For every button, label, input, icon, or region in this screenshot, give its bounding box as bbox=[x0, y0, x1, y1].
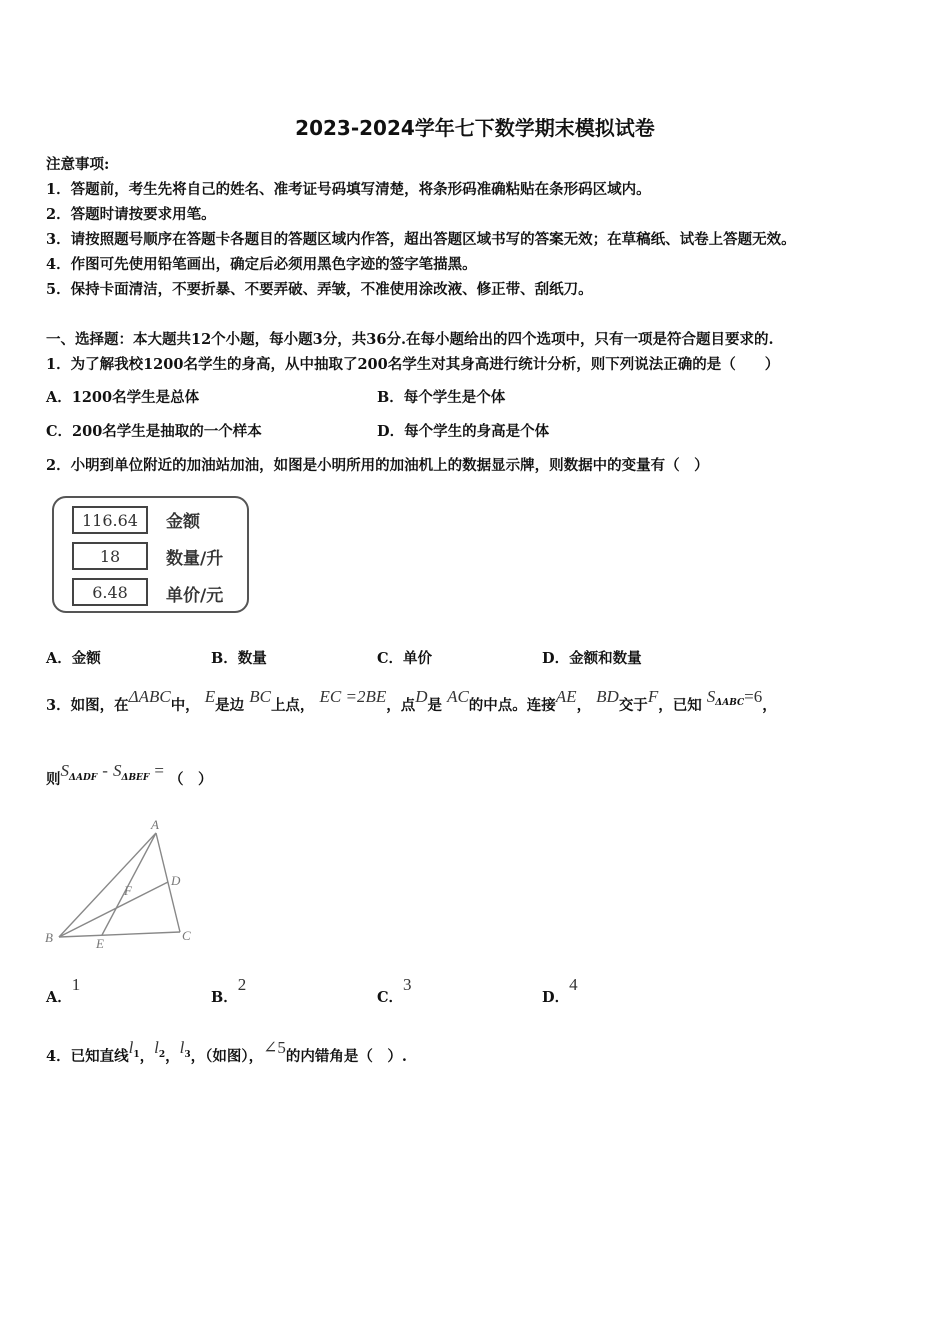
question-4-stem bbox=[46, 1038, 407, 1066]
q3-math-s: S bbox=[60, 761, 69, 780]
q3-math-eq: = bbox=[154, 761, 164, 780]
q3-math-f: F bbox=[647, 687, 659, 706]
vertex-label-a: A bbox=[151, 817, 159, 832]
segment-bd bbox=[59, 882, 168, 937]
q3-text: ，点 bbox=[386, 697, 416, 714]
display-quantity-label: 数量/升 bbox=[166, 549, 224, 569]
q2-option-a[interactable]: A．金额 bbox=[46, 650, 101, 667]
segment-bc bbox=[59, 932, 180, 937]
vertex-label-b: B bbox=[45, 930, 53, 945]
q3-option-value: 1 bbox=[71, 975, 81, 994]
q3-option-letter: A． bbox=[46, 989, 72, 1006]
page-title: 2023-2024学年七下数学期末模拟试卷 bbox=[295, 116, 655, 140]
q2-option-b[interactable]: B．数量 bbox=[211, 650, 267, 667]
q3-text: （ ） bbox=[169, 771, 213, 788]
q3-math-sub: ΔABC bbox=[715, 698, 745, 708]
q1-option-b[interactable]: B．每个学生是个体 bbox=[377, 389, 506, 406]
display-amount-label: 金额 bbox=[166, 512, 200, 532]
q3-text: 中， bbox=[170, 697, 200, 714]
q3-text: ，已知 bbox=[658, 697, 702, 714]
q4-math-l: l bbox=[128, 1038, 134, 1057]
notice-item: 4．作图可先使用铅笔画出，确定后必须用黑色字迹的签字笔描黑。 bbox=[46, 256, 477, 273]
q3-text: 则 bbox=[46, 771, 61, 788]
q3-text: 是 bbox=[427, 697, 442, 714]
question-2-stem: 2．小明到单位附近的加油站加油，如图是小明所用的加油机上的数据显示牌，则数据中的变量有（ ） bbox=[46, 457, 709, 474]
q4-math-angle: ∠5 bbox=[263, 1038, 286, 1057]
question-3-stem bbox=[46, 687, 777, 715]
q3-option-a[interactable] bbox=[46, 975, 81, 1007]
q4-text: 的内错角是（ ）. bbox=[285, 1048, 407, 1065]
q3-math-d: D bbox=[415, 687, 428, 706]
q3-text: 上点， bbox=[270, 697, 315, 714]
q3-math-sub: ΔADF bbox=[69, 773, 98, 783]
q2-option-c[interactable]: C．单价 bbox=[377, 650, 433, 667]
q3-text: 是边 bbox=[215, 697, 245, 714]
q3-option-value: 3 bbox=[403, 975, 412, 994]
notice-item: 1．答题前，考生先将自己的姓名、准考证号码填写清楚，将条形码准确粘贴在条形码区域内。 bbox=[46, 181, 651, 198]
q3-option-letter: B． bbox=[211, 989, 238, 1006]
q3-text: 的中点。连接 bbox=[468, 697, 556, 714]
q3-option-value: 4 bbox=[569, 975, 578, 994]
question-1-stem: 1．为了解我校1200名学生的身高，从中抽取了200名学生对其身高进行统计分析，则下列说法正确的是（ ） bbox=[46, 356, 780, 373]
question-3-ask bbox=[46, 761, 213, 789]
q3-math-e: E bbox=[204, 687, 216, 706]
fuel-pump-display bbox=[52, 496, 249, 613]
q1-option-c[interactable]: C．200名学生是抽取的一个样本 bbox=[46, 423, 262, 440]
q3-math-triangle: ΔABC bbox=[128, 687, 171, 706]
q1-option-d[interactable]: D．每个学生的身高是个体 bbox=[377, 423, 550, 440]
q2-option-d[interactable]: D．金额和数量 bbox=[542, 650, 642, 667]
q4-math-l: l bbox=[154, 1038, 159, 1057]
notice-item: 3．请按照题号顺序在答题卡各题目的答题区域内作答，超出答题区域书写的答案无效；在草稿纸、试卷上答题无效。 bbox=[46, 231, 796, 248]
q3-math-minus: - bbox=[102, 761, 108, 780]
q3-option-letter: C． bbox=[377, 989, 404, 1006]
q3-math-ac: AC bbox=[447, 687, 469, 706]
q3-option-letter: D． bbox=[542, 989, 570, 1006]
q3-math-bc: BC bbox=[249, 687, 271, 706]
q4-text: ，（如图）， bbox=[190, 1048, 264, 1065]
q3-text: 3．如图，在 bbox=[46, 697, 129, 714]
q4-math-sub: 3 bbox=[184, 1050, 191, 1060]
vertex-label-d: D bbox=[171, 873, 181, 888]
q4-math-l: l bbox=[179, 1038, 185, 1057]
q3-option-value: 2 bbox=[237, 975, 247, 994]
q3-math-ae: AE bbox=[555, 687, 577, 706]
q4-math-sub: 1 bbox=[133, 1050, 140, 1060]
q3-math-s: S bbox=[706, 687, 716, 706]
notice-item: 5．保持卡面清洁，不要折暴、不要弄破、弄皱，不准使用涂改液、修正带、刮纸刀。 bbox=[46, 281, 593, 298]
vertex-label-c: C bbox=[182, 928, 191, 943]
q3-text: ， bbox=[576, 697, 592, 714]
q3-math-bd: BD bbox=[596, 687, 619, 706]
q4-math-sub: 2 bbox=[158, 1050, 166, 1060]
q1-option-a[interactable]: A．1200名学生是总体 bbox=[46, 389, 200, 406]
q3-option-d[interactable] bbox=[542, 975, 578, 1007]
q3-text: ， bbox=[762, 697, 777, 714]
section-heading: 一、选择题：本大题共12个小题，每小题3分，共36分.在每小题给出的四个选项中，只有一项是符合题目要求的. bbox=[46, 331, 774, 348]
segment-ba bbox=[59, 833, 156, 937]
display-price-label: 单价/元 bbox=[166, 586, 224, 606]
q3-math-s: S bbox=[112, 761, 122, 780]
display-price-value: 6.48 bbox=[72, 578, 148, 606]
q3-math-val: =6 bbox=[744, 687, 763, 706]
notice-heading: 注意事项: bbox=[46, 156, 110, 173]
q3-math-sub: ΔBEF bbox=[121, 773, 150, 783]
q4-text: ， bbox=[165, 1048, 180, 1065]
notice-item: 2．答题时请按要求用笔。 bbox=[46, 206, 216, 223]
vertex-label-f: F bbox=[124, 883, 132, 898]
display-amount-value: 116.64 bbox=[72, 506, 148, 534]
display-quantity-value: 18 bbox=[72, 542, 148, 570]
q4-text: ， bbox=[139, 1048, 155, 1065]
q3-option-b[interactable] bbox=[211, 975, 247, 1007]
triangle-figure bbox=[44, 815, 204, 955]
q4-text: 4．已知直线 bbox=[46, 1048, 129, 1065]
q3-math-ec: EC =2BE bbox=[319, 687, 387, 706]
vertex-label-e: E bbox=[96, 936, 104, 951]
q3-text: 交于 bbox=[618, 697, 648, 714]
q3-option-c[interactable] bbox=[377, 975, 412, 1007]
